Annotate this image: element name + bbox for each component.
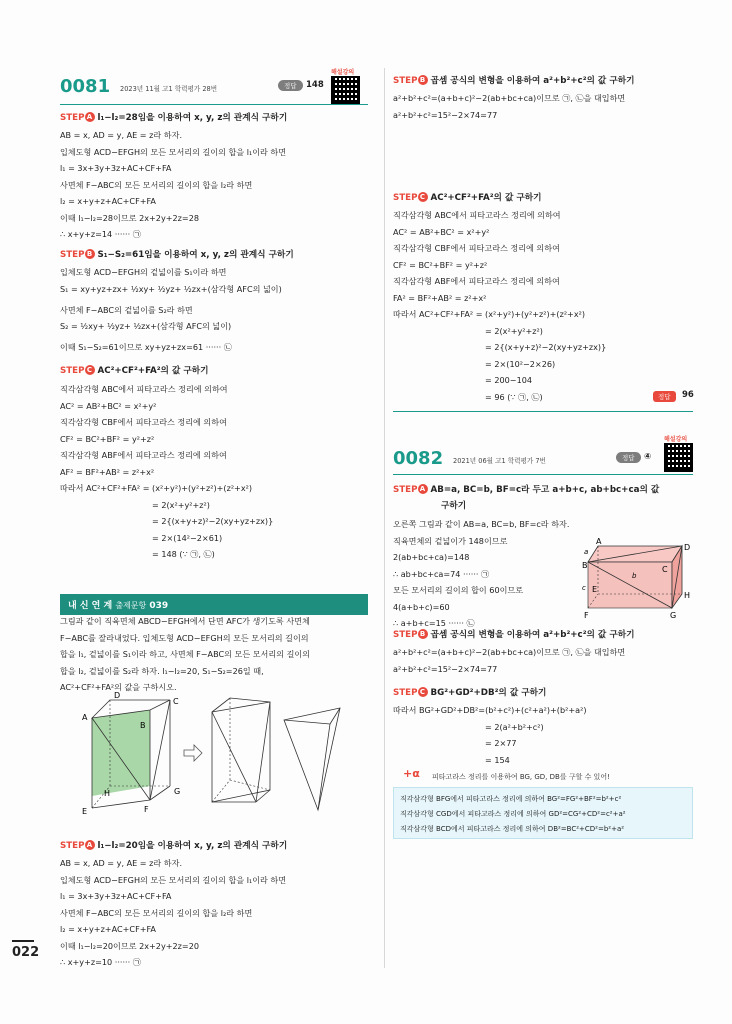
step-title: l₁−l₂=20임을 이용하여 x, y, z의 관계식 구하기	[97, 841, 288, 851]
right-step-b2-body	[393, 645, 625, 678]
right-step-a-heading-cont: 구하기	[441, 501, 467, 511]
right-step-b2-heading	[393, 628, 635, 640]
vertex-label: D	[114, 691, 121, 700]
edge	[284, 720, 330, 724]
step-tag: STEP	[60, 113, 85, 123]
text-line: AC² = AB²+BC² = x²+y²	[393, 226, 490, 237]
text-line: = 154	[485, 754, 510, 765]
column-divider	[384, 68, 385, 968]
section-edge	[150, 700, 170, 800]
tip-heading: 피타고라스 정리를 이용하여 BG, GD, DB를 구할 수 있어!	[432, 773, 610, 781]
step-a-heading	[60, 111, 287, 123]
vertex-label: B	[140, 721, 146, 730]
page-number-rule	[12, 940, 34, 942]
text-line: 오른쪽 그림과 같이 AB=a, BC=b, BF=c라 하자.	[393, 519, 570, 529]
tetrahedron	[284, 708, 340, 810]
step-title: S₁−S₂=61임을 이용하여 x, y, z의 관계식 구하기	[97, 250, 294, 260]
vertex-label: E	[592, 585, 598, 594]
text-line: = 2(a²+b²+c²)	[485, 721, 544, 732]
edge	[150, 786, 170, 800]
text-line: 직각삼각형 ABF에서 피타고라스 정리에 의하여	[393, 276, 560, 286]
step-letter: A	[418, 484, 428, 494]
text-line: AC²+CF²+FA²의 값을 구하시오.	[60, 682, 177, 692]
text-line: = 2{(x+y+z)²−2(xy+yz+zx)}	[152, 516, 274, 526]
edge	[212, 712, 256, 802]
text-line: 직육면체의 겉넓이가 148이므로	[393, 535, 508, 546]
right-step-a-body	[393, 517, 569, 633]
text-line: 사면체 F−ABC의 겉넓이를 S₂라 하면	[60, 304, 193, 315]
vertex-label: A	[82, 713, 88, 722]
step-tag: STEP	[393, 630, 418, 640]
step-a2-body	[60, 856, 286, 972]
qr-code-icon[interactable]	[331, 76, 360, 105]
tip-line: 직각삼각형 BFG에서 피타고라스 정리에 의하여 BG²=FG²+BF²=b²+c²	[400, 795, 622, 803]
step-b-heading	[60, 248, 294, 260]
text-line: CF² = BC²+BF² = y²+z²	[393, 259, 488, 270]
text-line: 직각삼각형 CBF에서 피타고라스 정리에 의하여	[60, 417, 227, 427]
step-a-body	[60, 128, 286, 244]
text-line: 이때 S₁−S₂=61이므로 xy+yz+zx=61 ······ ㉡	[60, 342, 232, 352]
text-line: 합을 l₁, 겉넓이를 S₁이라 하고, 사면체 F−ABC의 모든 모서리의 길이의	[60, 649, 311, 659]
header-rule	[60, 104, 368, 105]
right-step-c2-heading	[393, 686, 546, 698]
step-letter: C	[418, 192, 428, 202]
tip-box	[393, 787, 693, 839]
step-tag: STEP	[60, 841, 85, 851]
plus-alpha-icon: +α	[403, 767, 420, 780]
right-step-c2-body	[393, 703, 587, 769]
right-step-b-body	[393, 91, 625, 183]
text-line: a²+b²+c²=(a+b+c)²−2(ab+bc+ca)이므로 ㉠, ㉡을 대입하면	[393, 647, 626, 657]
edge-label: b	[632, 572, 637, 580]
vertex-label: C	[173, 697, 179, 706]
right-step-a-heading	[393, 483, 659, 495]
text-line: 직각삼각형 ABC에서 피타고라스 정리에 의하여	[60, 384, 228, 394]
text-line	[393, 166, 625, 183]
text-line: ∴ ab+bc+ca=74 ······ ㉠	[393, 568, 490, 579]
step-letter: C	[418, 687, 428, 697]
step-letter: A	[85, 840, 95, 850]
linked-problem-text	[60, 614, 310, 697]
vertex-label: A	[596, 537, 602, 546]
text-line: S₁ = xy+yz+zx+ ½xy+ ½yz+ ½zx+(삼각형 AFC의 넓이)	[60, 283, 282, 294]
step-title: BG²+GD²+DB²의 값 구하기	[430, 688, 547, 698]
linked-problem-banner	[60, 594, 368, 615]
problem-number: 0082	[393, 448, 444, 469]
text-line: FA² = BF²+AB² = z²+x²	[393, 292, 487, 303]
lecture-label: 해설강의	[331, 69, 355, 76]
answer-pill: 정답	[616, 452, 641, 463]
text-line: 입체도형 ACD−EFGH의 겉넓이를 S₁이라 하면	[60, 267, 227, 277]
step-b-body	[60, 265, 282, 357]
hidden-edge	[230, 780, 270, 790]
linked-sub: 출제문항	[115, 601, 147, 610]
text-line: ∴ x+y+z=14 ······ ㉠	[60, 229, 141, 239]
vertex-label: E	[82, 807, 88, 816]
edge	[230, 698, 270, 702]
text-line: a²+b²+c²=(a+b+c)²−2(ab+bc+ca)이므로 ㉠, ㉡을 대입하면	[393, 93, 626, 103]
text-line: 그림과 같이 직육면체 ABCD−EFGH에서 단면 AFC가 생기도록 사면체	[60, 616, 310, 626]
text-line: ∴ x+y+z=10 ······ ㉠	[60, 957, 141, 967]
text-line: ∴ a+b+c=15 ······ ㉡	[393, 618, 475, 628]
text-line: 따라서 BG²+GD²+DB²=(b²+c²)+(c²+a²)+(b²+a²)	[393, 705, 587, 715]
linked-label: 내 신 연 계	[68, 601, 113, 611]
text-line: = 2×77	[485, 738, 517, 748]
vertex-label: B	[582, 561, 588, 570]
text-line: l₁ = 3x+3y+3z+AC+CF+FA	[60, 163, 172, 173]
text-line: a²+b²+c²=15²−2×74=77	[393, 109, 498, 120]
text-line: 따라서 AC²+CF²+FA² = (x²+y²)+(y²+z²)+(z²+x²)	[393, 309, 586, 319]
edge-label: c	[582, 584, 586, 592]
text-line: = 200−104	[485, 375, 533, 385]
step-tag: STEP	[393, 193, 418, 203]
problem-source: 2023년 11월 고1 학력평가 28번	[120, 85, 218, 93]
step-title: l₁−l₂=28임을 이용하여 x, y, z의 관계식 구하기	[97, 113, 288, 123]
linked-number: 039	[149, 601, 169, 611]
text-line: 입체도형 ACD−EFGH의 모든 모서리의 길이의 합을 l₁이라 하면	[60, 146, 287, 157]
text-line: 사면체 F−ABC의 모든 모서리의 길이의 합을 l₂라 하면	[60, 179, 253, 190]
text-line: 이때 l₁−l₂=28이므로 2x+2y+2z=28	[60, 212, 200, 223]
text-line: = 2(x²+y²+z²)	[485, 325, 543, 336]
step-letter: A	[85, 112, 95, 122]
text-line: 사면체 F−ABC의 모든 모서리의 길이의 합을 l₂라 하면	[60, 907, 253, 918]
text-line: a²+b²+c²=15²−2×74=77	[393, 663, 498, 674]
problem-number: 0081	[60, 76, 111, 97]
text-line	[393, 129, 625, 146]
vertex-label: H	[104, 789, 111, 798]
vertex-label: G	[670, 611, 677, 620]
step-tag: STEP	[393, 485, 418, 495]
text-line: 이때 l₁−l₂=20이므로 2x+2y+2z=20	[60, 940, 200, 951]
step-c-body	[60, 382, 273, 564]
qr-code-icon[interactable]	[664, 443, 693, 472]
text-line: = 2(x²+y²+z²)	[152, 499, 210, 510]
cuboid-cut-figure	[70, 690, 370, 820]
text-line: 2(ab+bc+ca)=148	[393, 552, 470, 562]
tip-line: 직각삼각형 BCD에서 피타고라스 정리에 의하여 DB²=BC²+CD²=b²+a²	[400, 825, 625, 833]
step-letter: B	[418, 75, 428, 85]
problem-source: 2021년 06월 고1 학력평가 7번	[453, 457, 546, 465]
answer-value: 96	[682, 390, 694, 400]
text-line: = 2×(10²−2×26)	[485, 358, 556, 369]
text-line: 직각삼각형 ABC에서 피타고라스 정리에 의하여	[393, 210, 561, 220]
step-letter: B	[418, 629, 428, 639]
vertex-label: D	[684, 543, 691, 552]
arrow-right-icon	[184, 745, 202, 761]
text-line: AB = x, AD = y, AE = z라 하자.	[60, 130, 183, 140]
text-line: 따라서 AC²+CF²+FA² = (x²+y²)+(y²+z²)+(z²+x²)	[60, 483, 253, 493]
text-line: l₂ = x+y+z+AC+CF+FA	[60, 196, 156, 206]
step-tag: STEP	[393, 76, 418, 86]
vertex-label: C	[662, 565, 668, 574]
text-line: 합을 l₂, 겉넓이를 S₂라 하자. l₁−l₂=20, S₁−S₂=26일 때,	[60, 665, 264, 676]
edge	[92, 800, 150, 808]
page-number: 022	[12, 945, 40, 960]
answer-pill: 정답	[278, 80, 303, 91]
cuboid-figure	[584, 538, 696, 622]
lecture-label: 해설강의	[664, 436, 688, 443]
step-title: 곱셈 공식의 변형을 이용하여 a²+b²+c²의 값 구하기	[430, 76, 635, 86]
answer-value: 148	[306, 80, 324, 90]
step-letter: B	[85, 249, 95, 259]
text-line: AB = x, AD = y, AE = z라 하자.	[60, 858, 183, 868]
answer-value: ④	[644, 452, 652, 462]
right-step-c-body	[393, 208, 606, 406]
text-line: AF² = BF²+AB² = z²+x²	[60, 466, 155, 477]
step-letter: C	[85, 365, 95, 375]
text-line: AC² = AB²+BC² = x²+y²	[60, 400, 157, 411]
step-tag: STEP	[393, 688, 418, 698]
text-line: CF² = BC²+BF² = y²+z²	[60, 433, 155, 444]
text-line: = 2×(14²−2×61)	[152, 532, 223, 543]
vertex-label: F	[584, 611, 589, 620]
text-line: = 2{(x+y+z)²−2(xy+yz+zx)}	[485, 342, 607, 352]
step-a2-heading	[60, 839, 287, 851]
step-title: AB=a, BC=b, BF=c라 두고 a+b+c, ab+bc+ca의 값	[430, 485, 660, 495]
vertex-label: F	[144, 805, 149, 814]
step-tag: STEP	[60, 366, 85, 376]
text-line: 입체도형 ACD−EFGH의 모든 모서리의 길이의 합을 l₁이라 하면	[60, 874, 287, 885]
text-line: l₁ = 3x+3y+3z+AC+CF+FA	[60, 891, 172, 901]
tip-line: 직각삼각형 CGD에서 피타고라스 정리에 의하여 GD²=CG²+CD²=c²+a²	[400, 810, 626, 818]
tip-body	[400, 792, 626, 837]
vertex-label: G	[174, 787, 181, 796]
right-step-c-heading	[393, 191, 542, 203]
text-line: = 148 (∵ ㉠, ㉡)	[152, 549, 215, 559]
text-line: 직각삼각형 CBF에서 피타고라스 정리에 의하여	[393, 243, 560, 253]
step-c-heading	[60, 364, 209, 376]
edge	[256, 702, 270, 802]
step-title: AC²+CF²+FA²의 값 구하기	[97, 366, 209, 376]
step-title: 곱셈 공식의 변형을 이용하여 a²+b²+c²의 값 구하기	[430, 630, 635, 640]
edge	[318, 724, 330, 810]
remaining-solid	[212, 702, 270, 802]
edge	[212, 698, 230, 712]
text-line: S₂ = ½xy+ ½yz+ ½zx+(삼각형 AFC의 넓이)	[60, 321, 232, 331]
text-line: 4(a+b+c)=60	[393, 601, 450, 612]
edge-label: a	[584, 548, 589, 556]
text-line	[393, 145, 625, 166]
text-line: 직각삼각형 ABF에서 피타고라스 정리에 의하여	[60, 450, 227, 460]
text-line: = 96 (∵ ㉠, ㉡)	[485, 391, 543, 402]
step-tag: STEP	[60, 250, 85, 260]
text-line: l₂ = x+y+z+AC+CF+FA	[60, 924, 156, 934]
section-rule	[393, 411, 693, 412]
right-step-b-heading	[393, 74, 635, 86]
header-rule	[393, 474, 693, 475]
step-title: AC²+CF²+FA²의 값 구하기	[430, 193, 542, 203]
text-line: F−ABC를 잘라내었다. 입체도형 ACD−EFGH의 모든 모서리의 길이의	[60, 632, 309, 643]
text-line: 모든 모서리의 길이의 합이 60이므로	[393, 585, 524, 595]
answer-tag: 정답	[653, 391, 676, 402]
vertex-label: H	[684, 591, 691, 600]
